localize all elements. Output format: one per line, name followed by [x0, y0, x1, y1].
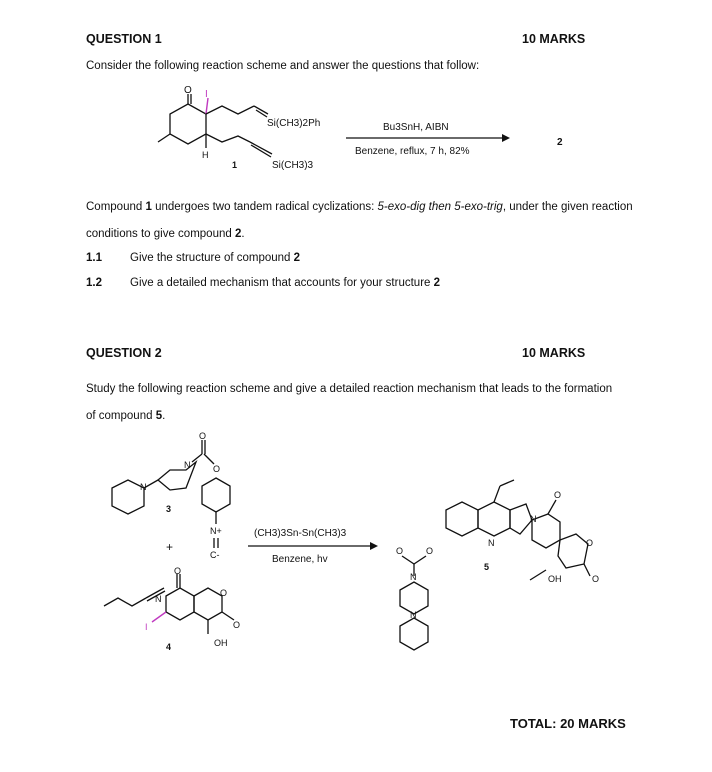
alkyne-bond	[250, 142, 272, 154]
compound-3-label: 3	[166, 504, 172, 514]
atom-n-label-5a: N	[410, 572, 417, 582]
diazo-n-label: N+	[210, 526, 222, 536]
atom-o-label-5b: O	[426, 546, 434, 556]
atom-n-label-a: N	[140, 482, 147, 492]
atom-i-label: I	[205, 89, 208, 100]
reagent-top-1: Bu3SnH, AIBN	[383, 122, 449, 133]
question-1-marks: 10 MARKS	[522, 32, 586, 46]
reagent-top-2: (CH3)3Sn-Sn(CH3)3	[254, 528, 347, 539]
product-2-label: 2	[557, 137, 563, 148]
ethyl-5a	[494, 486, 500, 502]
pyridone-ring-5	[532, 514, 560, 548]
oh-label-5: OH	[548, 574, 562, 584]
compound-4-label: 4	[166, 642, 172, 652]
reaction-scheme-1	[150, 86, 590, 186]
piperidine-ring-5b	[400, 618, 428, 650]
item-1-1-text: Give the structure of compound 2	[130, 252, 301, 264]
ethyl-5b	[500, 480, 514, 486]
atom-n-label-4: N	[155, 594, 162, 604]
atom-o-label-4b: O	[220, 588, 228, 598]
alkyne-chain	[206, 134, 250, 142]
atom-o-label: O	[184, 86, 192, 96]
reagent-bottom-2: Benzene, hv	[272, 554, 328, 565]
benzene-ring-3	[202, 478, 230, 512]
lactone-co-5	[584, 564, 590, 576]
atom-o-label-5d: O	[586, 538, 594, 548]
allylic-chain	[206, 106, 254, 114]
arrow-head-1	[502, 134, 510, 142]
silyl-group-2: Si(CH3)3	[272, 160, 314, 171]
question-1-description: Compound 1 undergoes two tandem radical cyclizations: 5-exo-dig then 5-exo-trig, under the given reaction conditions to give compound 2.	[86, 201, 633, 240]
atom-o-label-4c: O	[233, 620, 241, 630]
plus-sign: +	[166, 540, 174, 554]
atom-n-label-b: N	[184, 460, 191, 470]
question-1-title: QUESTION 1	[86, 32, 162, 46]
total-marks: TOTAL: 20 MARKS	[510, 716, 626, 731]
ester-bond	[204, 454, 214, 464]
atom-o-label-3b: O	[213, 464, 221, 474]
alkene-bond-2	[256, 110, 267, 117]
pyridone-co-5	[548, 500, 556, 514]
item-1-2-text: Give a detailed mechanism that accounts for your structure 2	[130, 277, 441, 289]
reagent-bottom-1: Benzene, reflux, 7 h, 82%	[355, 146, 470, 157]
diazo-c-label: C-	[210, 550, 220, 560]
ester-bond-5	[414, 556, 426, 564]
atom-o-label-3a: O	[199, 431, 207, 441]
pyridone-ring-4	[166, 588, 194, 620]
silyl-group-1: Si(CH3)2Ph	[267, 118, 321, 129]
atom-o-label-5c: O	[554, 490, 562, 500]
question-2-marks: 10 MARKS	[522, 346, 586, 360]
atom-n-label-5c: N	[488, 538, 495, 548]
atom-n-label-5b: N	[410, 610, 417, 620]
question-2-title: QUESTION 2	[86, 346, 162, 360]
compound-1-label: 1	[232, 160, 238, 170]
question-2-description: Study the following reaction scheme and give a detailed reaction mechanism that leads to the formation of compound 5.	[86, 383, 613, 422]
oh-label-4: OH	[214, 638, 228, 648]
alkyne-chain-4	[104, 598, 146, 606]
carbamate-co-5	[402, 556, 414, 564]
lactone-ring-4	[194, 588, 222, 620]
question-1-intro: Consider the following reaction scheme and answer the questions that follow:	[86, 60, 480, 72]
atom-o-label-5a: O	[396, 546, 404, 556]
pyrrole-ring-5	[510, 504, 532, 534]
quinoline-benzo-ring	[446, 502, 478, 536]
iodide-bond-4	[152, 612, 166, 622]
ethyl-5c	[530, 570, 546, 580]
reaction-scheme-2	[100, 430, 640, 670]
quinoline-pyridine-ring	[478, 502, 510, 536]
atom-o-label-4a: O	[174, 566, 182, 576]
item-1-1-number: 1.1	[86, 252, 102, 264]
atom-o-label-5e: O	[592, 574, 600, 584]
item-1-2-number: 1.2	[86, 277, 102, 289]
iodide-bond	[206, 98, 208, 114]
cyclohexanone-ring	[170, 104, 206, 144]
compound-5-label: 5	[484, 562, 490, 572]
methyl-bond	[158, 134, 170, 142]
arrow-head-2	[370, 542, 378, 550]
atom-h-label: H	[202, 150, 209, 160]
lactone-co	[222, 612, 234, 620]
atom-n-label-5d: N	[530, 514, 537, 524]
atom-i-label-4: I	[145, 622, 148, 632]
lactone-ring-5	[558, 534, 588, 568]
alkyne-bond-2	[251, 145, 271, 157]
